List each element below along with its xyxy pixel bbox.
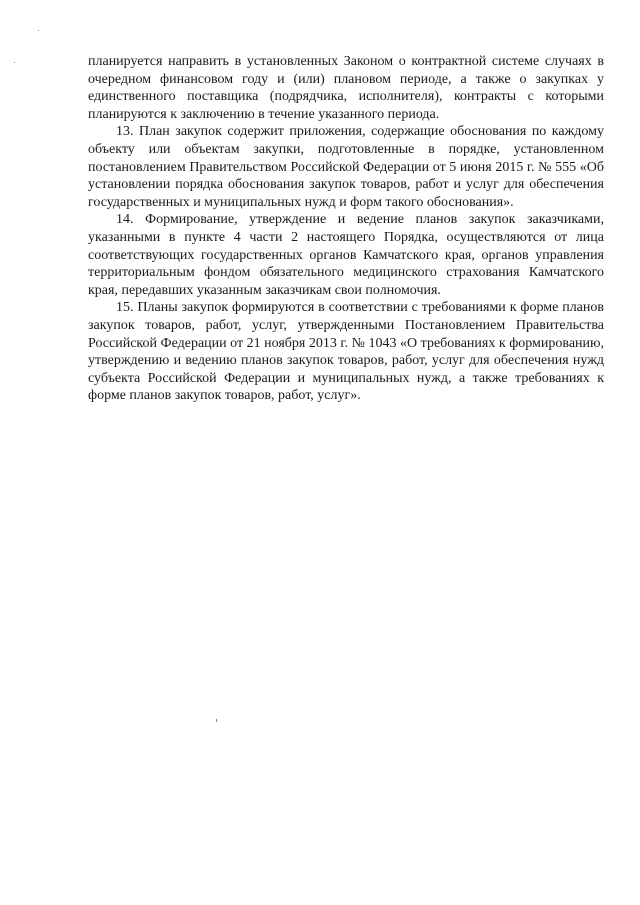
scan-speck <box>14 62 15 63</box>
paragraph-continuation: планируется направить в установленных Законом о контрактной системе случаях в очередном финансовом году и (или) плановом периоде, а также о закупках у единственного поставщика (подрядчика, исполнителя), контракты с которыми планируются к заключению в течение указанного периода. <box>88 54 604 122</box>
paragraph-item-15: 15. Планы закупок формируются в соответствии с требованиями к форме планов закупок товаров, работ, услуг, утвержденными Постановлением Правительства Российской Федерации от 21 ноября 2013 г. № 1043 «О требованиях к формированию, утверждению и ведению планов закупок товаров, работ, услуг для обеспечения нужд субъекта Российской Федерации и муниципальных нужд, а также требованиях к форме планов закупок товаров, работ, услуг». <box>88 300 604 404</box>
paragraph-item-13: 13. План закупок содержит приложения, содержащие обоснования по каждому объекту или объектам закупки, подготовленные в порядке, установленном постановлением Правительством Российской Федерации от 5 июня 2015 г. № 555 «Об установлении порядка обоснования закупок товаров, работ и услуг для обеспечения государственных и муниципальных нужд и форм такого обоснования». <box>88 124 604 210</box>
paragraph-item-14: 14. Формирование, утверждение и ведение планов закупок заказчиками, указанными в пункте 4 части 2 настоящего Порядка, осуществляются от лица соответствующих государственных органов Камчатского края, органов управления территориальным фондом обязательного медицинского страхования Камчатского края, передавших указанным заказчикам свои полномочия. <box>88 212 604 298</box>
scan-speck <box>216 719 217 722</box>
document-body <box>88 53 604 405</box>
scan-speck <box>38 30 39 31</box>
